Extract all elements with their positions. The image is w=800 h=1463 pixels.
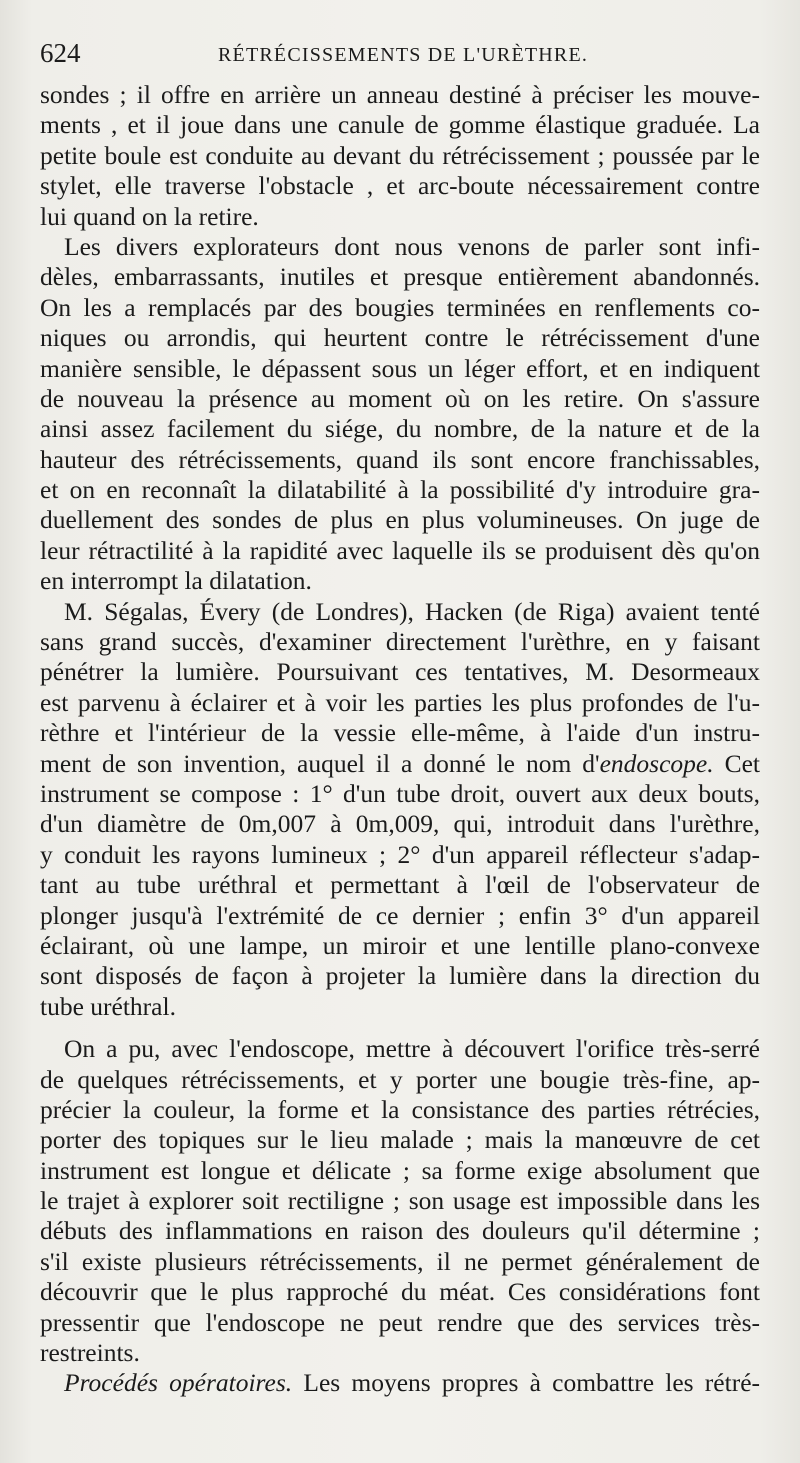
section-title: Procédés opératoires. xyxy=(64,1368,293,1398)
page-number: 624 xyxy=(40,38,81,68)
text-line xyxy=(40,1368,760,1398)
line-text: Cet xyxy=(713,748,760,778)
text-line: tant au tube uréthral et permettant à l'œil de l'observateur de xyxy=(40,870,760,900)
text-line: sondes ; il offre en arrière un anneau destiné à préciser les mouve- xyxy=(40,80,760,109)
text-line: manière sensible, le dépassent sous un léger effort, et en indiquent xyxy=(40,353,760,383)
text-line: duellement des sondes de plus en plus volumineuses. On juge de xyxy=(40,505,760,535)
text-line: instrument se compose : 1° d'un tube droit, ouvert aux deux bouts, xyxy=(40,778,760,808)
text-line: instrument est longue et délicate ; sa forme exige absolument que xyxy=(40,1155,760,1185)
text-line: débuts des inflammations en raison des douleurs qu'il détermine ; xyxy=(40,1216,760,1246)
text-line: de nouveau la présence au moment où on les retire. On s'assure xyxy=(40,383,760,413)
text-line: M. Ségalas, Évery (de Londres), Hacken (de Riga) avaient tenté xyxy=(64,596,760,626)
italic-term: endoscope. xyxy=(599,748,714,778)
paragraph-gap xyxy=(40,1022,760,1034)
page-header xyxy=(40,38,760,68)
text-line: ments , et il joue dans une canule de gomme élastique graduée. La xyxy=(40,110,760,140)
text-line: est parvenu à éclairer et à voir les parties les plus profondes de l'u- xyxy=(40,687,760,717)
running-head: RÉTRÉCISSEMENTS DE L'URÈTHRE. xyxy=(218,44,589,66)
text-line: ainsi assez facilement du siége, du nombre, de la nature et de la xyxy=(40,414,760,444)
text-line: lui quand on la retire. xyxy=(40,201,259,231)
text-line: de quelques rétrécissements, et y porter une bougie très-fine, ap- xyxy=(40,1064,760,1094)
text-line: On les a remplacés par des bougies terminées en renflements co- xyxy=(40,292,760,322)
text-line: pénétrer la lumière. Poursuivant ces tentatives, M. Desormeaux xyxy=(40,657,760,687)
text-line: petite boule est conduite au devant du rétrécissement ; poussée par le xyxy=(40,140,760,170)
text-line: sans grand succès, d'examiner directement l'urèthre, en y faisant xyxy=(40,627,760,657)
text-line: pressentir que l'endoscope ne peut rendre que des services très- xyxy=(40,1307,760,1337)
text-line: restreints. xyxy=(40,1338,140,1368)
text-line: d'un diamètre de 0m,007 à 0m,009, qui, introduit dans l'urèthre, xyxy=(40,809,760,839)
text-line: stylet, elle traverse l'obstacle , et arc-boute nécessairement contre xyxy=(40,171,760,201)
text-line: Les divers explorateurs dont nous venons de parler sont infi- xyxy=(64,231,760,261)
text-line: s'il existe plusieurs rétrécissements, il ne permet généralement de xyxy=(40,1246,760,1276)
text-line: niques ou arrondis, qui heurtent contre le rétrécissement d'une xyxy=(40,323,760,353)
text-line: sont disposés de façon à projeter la lumière dans la direction du xyxy=(40,961,760,991)
text-line: précier la couleur, la forme et la consistance des parties rétrécies, xyxy=(40,1094,760,1124)
text-line: plonger jusqu'à l'extrémité de ce dernier ; enfin 3° d'un appareil xyxy=(40,900,760,930)
body-text xyxy=(40,80,760,1399)
text-line: rèthre et l'intérieur de la vessie elle-même, à l'aide d'un instru- xyxy=(40,718,760,748)
text-line: On a pu, avec l'endoscope, mettre à découvert l'orifice très-serré xyxy=(64,1034,760,1064)
text-line: découvrir que le plus rapproché du méat. Ces considérations font xyxy=(40,1277,760,1307)
text-line: dèles, embarrassants, inutiles et presque entièrement abandonnés. xyxy=(40,262,760,292)
text-line: éclairant, où une lampe, un miroir et une lentille plano-convexe xyxy=(40,930,760,960)
text-line: le trajet à explorer soit rectiligne ; son usage est impossible dans les xyxy=(40,1186,760,1216)
text-line: porter des topiques sur le lieu malade ; mais la manœuvre de cet xyxy=(40,1125,760,1155)
text-line xyxy=(40,749,760,779)
text-line: en interrompt la dilatation. xyxy=(40,566,312,596)
line-text: ment de son invention, auquel il a donné le nom d' xyxy=(40,748,600,778)
text-line: et on en reconnaît la dilatabilité à la possibilité d'y introduire gra- xyxy=(40,475,760,505)
text-line: y conduit les rayons lumineux ; 2° d'un appareil réflecteur s'adap- xyxy=(40,839,760,869)
text-line: hauteur des rétrécissements, quand ils sont encore franchissables, xyxy=(40,444,760,474)
text-line: tube uréthral. xyxy=(40,991,176,1021)
text-line: leur rétractilité à la rapidité avec laquelle ils se produisent dès qu'on xyxy=(40,535,760,565)
line-text: Les moyens propres à combattre les rétré- xyxy=(292,1368,760,1398)
